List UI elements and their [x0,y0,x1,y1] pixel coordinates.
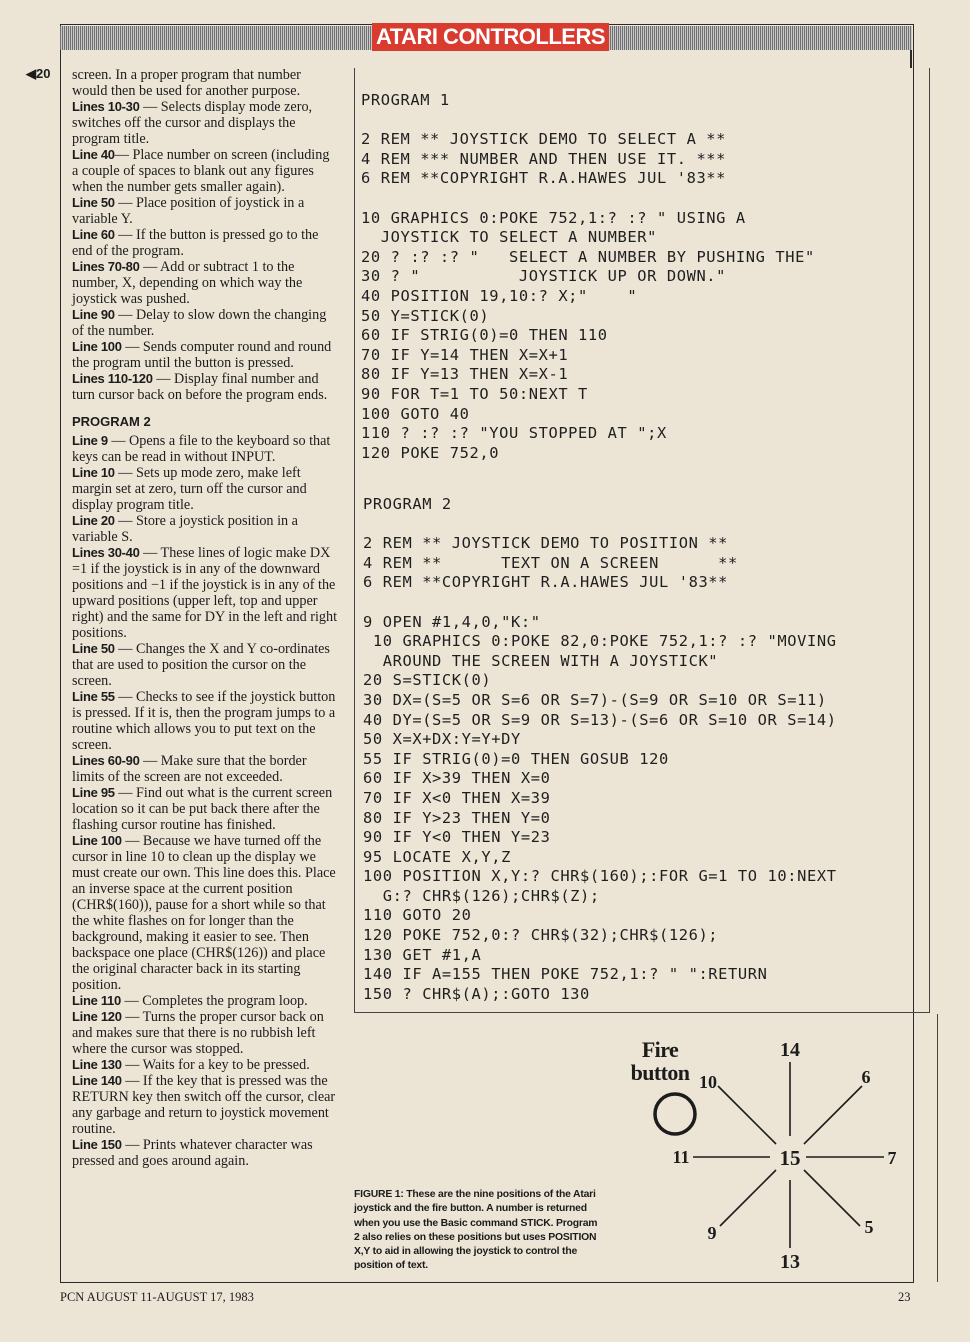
program1-listing [361,91,815,463]
joystick-diagram [640,1030,920,1275]
position-left-label: 11 [672,1147,690,1167]
note-item [72,195,338,227]
note-label: Line 150 [72,1137,122,1152]
position-down-right-label: 5 [864,1217,874,1237]
note-item [72,259,338,307]
note-text: — Prints whatever character was pressed and goes around again. [72,1137,313,1169]
note-text: — Display final number and turn cursor back on before the program ends. [72,371,328,403]
code-line: 130 GET #1,A [363,945,482,964]
note-item [72,785,338,833]
note-label: Line 95 [72,785,115,800]
note-item [72,1009,338,1057]
code-line: 6 REM **COPYRIGHT R.A.HAWES JUL '83** [363,573,729,592]
note-label: Lines 60-90 [72,753,140,768]
code-line: 30 ? " JOYSTICK UP OR DOWN." [361,267,727,286]
code-line: 120 POKE 752,0 [361,443,500,462]
code-line: 40 DY=(S=5 OR S=9 OR S=13)-(S=6 OR S=10 OR S=14) [363,710,837,729]
note-text: — Add or subtract 1 to the number, X, depending on which way the joystick was pushed. [72,259,303,307]
code-line: 20 S=STICK(0) [363,671,492,690]
note-text: — Make sure that the border limits of the screen are not exceeded. [72,753,307,785]
code-line: 2 REM ** JOYSTICK DEMO TO SELECT A ** [361,130,727,149]
program2-heading: PROGRAM 2 [72,414,151,429]
note-text: — If the key that is pressed was the RETURN key then switch off the cursor, clear any garbage and return to joystick movement routine. [72,1073,336,1137]
note-text: — Sets up mode zero, make left margin set at zero, turn off the cursor and display program title. [72,465,307,513]
code-line: 60 IF X>39 THEN X=0 [363,769,551,788]
note-text: — Waits for a key to be pressed. [121,1057,310,1073]
note-item [72,1073,338,1137]
note-item [72,339,338,371]
note-label: Lines 10-30 [72,99,140,114]
note-label: Line 90 [72,307,115,322]
code-line: 90 FOR T=1 TO 50:NEXT T [361,384,588,403]
note-item [72,833,338,993]
code-line: 4 REM *** NUMBER AND THEN USE IT. *** [361,149,727,168]
position-down-left-label: 9 [707,1223,717,1243]
code-line: 30 DX=(S=5 OR S=6 OR S=7)-(S=9 OR S=10 OR S=11) [363,690,827,709]
code-line: 80 IF Y=13 THEN X=X-1 [361,365,569,384]
code-line: 120 POKE 752,0:? CHR$(32);CHR$(126); [363,926,719,945]
note-item [72,307,338,339]
note-text: — Delay to slow down the changing of the number. [72,307,327,339]
note-item [72,371,338,403]
code-line: 6 REM **COPYRIGHT R.A.HAWES JUL '83** [361,169,727,188]
code-line: 95 LOCATE X,Y,Z [363,847,511,866]
note-label: Line 120 [72,1009,122,1024]
position-up-label: 14 [780,1039,800,1061]
page-number: 23 [898,1290,911,1304]
position-right-label: 7 [887,1148,897,1168]
code-line: 100 POSITION X,Y:? CHR$(160);:FOR G=1 TO 10:NEXT [363,867,837,886]
note-label: Line 10 [72,465,115,480]
intro-text: screen. In a proper program that number would then be used for another purpose. [72,67,301,99]
note-label: Line 60 [72,227,115,242]
note-label: Lines 30-40 [72,545,140,560]
note-text: — Opens a file to the keyboard so that keys can be read in without INPUT. [72,433,331,465]
position-center-label: 15 [779,1146,801,1170]
ray-down-right [804,1170,860,1226]
code-line: 100 GOTO 40 [361,404,470,423]
code-line: 2 REM ** JOYSTICK DEMO TO POSITION ** [363,534,729,553]
code-line: G:? CHR$(126);CHR$(Z); [363,886,600,905]
note-label: Line 130 [72,1057,122,1072]
note-item [72,1137,338,1169]
note-item [72,99,338,147]
note-text: — Checks to see if the joystick button is pressed. If it is, then the program jumps to a routine which allows you to put text on the screen. [72,689,336,753]
fire-button-label: Fire button [630,1037,690,1085]
figure-caption: FIGURE 1: These are the nine positions of the Atari joystick and the fire button. A number is returned when you use the Basic command STICK. Program 2 also relies on these positions but uses POSITION X,Y to aid in allowing the joystick to control the position of text. [354,1189,598,1272]
note-text: — Because we have turned off the cursor in line 10 to clean up the display we must create our own. This line does this. Place an inverse space at the current position (CHR$(160)), pause for a short while so that the white flashes on for longer than the background, making it easier to see. Then backspace one place (CHR$(126)) and place the original character back in its starting position. [72,833,336,993]
note-label: Line 9 [72,433,108,448]
note-label: Line 20 [72,513,115,528]
note-label: Line 55 [72,689,115,704]
code-line: 4 REM ** TEXT ON A SCREEN ** [363,553,738,572]
fire-button-icon [655,1094,695,1134]
code-line: 70 IF X<0 THEN X=39 [363,788,551,807]
note-text: — Sends computer round and round the program until the button is pressed. [72,339,332,371]
code-line: 60 IF STRIG(0)=0 THEN 110 [361,326,608,345]
note-text: — These lines of logic make DX =1 if the joystick is in any of the downward positions and −1 if the joystick is in any of the upward positions (upper left, top and upper right) and the same for DY in the left and right positions. [72,545,338,641]
note-label: Line 40 [72,147,115,162]
code-line [363,515,837,535]
code-line: 9 OPEN #1,4,0,"K:" [363,612,541,631]
note-text: — Find out what is the current screen location so it can be put back there after the flashing cursor routine has finished. [72,785,333,833]
code-line: 90 IF Y<0 THEN Y=23 [363,828,551,847]
code-line: 20 ? :? :? " SELECT A NUMBER BY PUSHING THE" [361,247,815,266]
note-item [72,1057,338,1073]
note-label: Line 110 [72,993,121,1008]
figure-rule [937,1014,938,1282]
frame-tick [910,50,912,68]
note-text: — Selects display mode zero, switches off the cursor and displays the program title. [72,99,313,147]
note-text: — Store a joystick position in a variable S. [72,513,298,545]
note-text: — If the button is pressed go to the end of the program. [72,227,319,259]
program-title: PROGRAM 1 [361,91,450,109]
code-line: 10 GRAPHICS 0:POKE 82,0:POKE 752,1:? :? "MOVING [363,632,837,651]
note-text: — Completes the program loop. [120,993,308,1009]
note-item [72,227,338,259]
note-label: Line 100 [72,339,122,354]
note-label: Lines 70-80 [72,259,140,274]
note-label: Lines 110-120 [72,371,153,386]
code-line [363,593,837,613]
note-item [72,147,338,195]
note-item [72,753,338,785]
code-line [361,111,815,131]
note-label: Line 140 [72,1073,122,1088]
program2-notes [72,433,338,1169]
note-item [72,513,338,545]
code-line: 110 GOTO 20 [363,906,472,925]
note-item [72,689,338,753]
footer-issue: PCN AUGUST 11-AUGUST 17, 1983 [60,1290,254,1304]
note-text: — Place position of joystick in a variable Y. [72,195,305,227]
code-line: JOYSTICK TO SELECT A NUMBER" [361,228,657,247]
code-line: AROUND THE SCREEN WITH A JOYSTICK" [363,651,719,670]
code-line: 40 POSITION 19,10:? X;" " [361,286,638,305]
note-text: — Turns the proper cursor back on and makes sure that there is no rubbish left where the cursor was stopped. [72,1009,324,1057]
note-item [72,545,338,641]
column-rule [60,66,61,1280]
code-line: 80 IF Y>23 THEN Y=0 [363,808,551,827]
continued-from-marker: ◀20 [26,66,51,81]
note-text: — Changes the X and Y co-ordinates that are used to position the cursor on the screen. [72,641,330,689]
position-up-left-label: 10 [699,1072,717,1092]
note-item [72,993,338,1009]
note-label: Line 50 [72,641,115,656]
position-down-label: 13 [780,1251,800,1273]
code-line [361,189,815,209]
program2-listing [363,495,837,1004]
position-up-right-label: 6 [861,1067,871,1087]
explanation-column [72,67,338,1169]
note-item [72,641,338,689]
code-line: 10 GRAPHICS 0:POKE 752,1:? :? " USING A [361,208,746,227]
code-line: 70 IF Y=14 THEN X=X+1 [361,345,569,364]
code-line: 140 IF A=155 THEN POKE 752,1:? " ":RETURN [363,965,768,984]
note-text: — Place number on screen (including a couple of spaces to blank out any figures when the number gets smaller again). [72,147,330,195]
code-line: 50 Y=STICK(0) [361,306,490,325]
section-title: ATARI CONTROLLERS [372,23,609,51]
program-title: PROGRAM 2 [363,495,452,513]
code-line: 150 ? CHR$(A);:GOTO 130 [363,984,590,1003]
code-line: 110 ? :? :? "YOU STOPPED AT ";X [361,424,667,443]
note-label: Line 100 [72,833,122,848]
note-label: Line 50 [72,195,115,210]
code-line: 55 IF STRIG(0)=0 THEN GOSUB 120 [363,749,669,768]
ray-down-left [720,1170,776,1226]
ray-up-left [718,1086,776,1144]
code-line: 50 X=X+DX:Y=Y+DY [363,730,521,749]
program1-notes [72,99,338,403]
ray-up-right [804,1086,862,1144]
note-item [72,465,338,513]
note-item [72,433,338,465]
